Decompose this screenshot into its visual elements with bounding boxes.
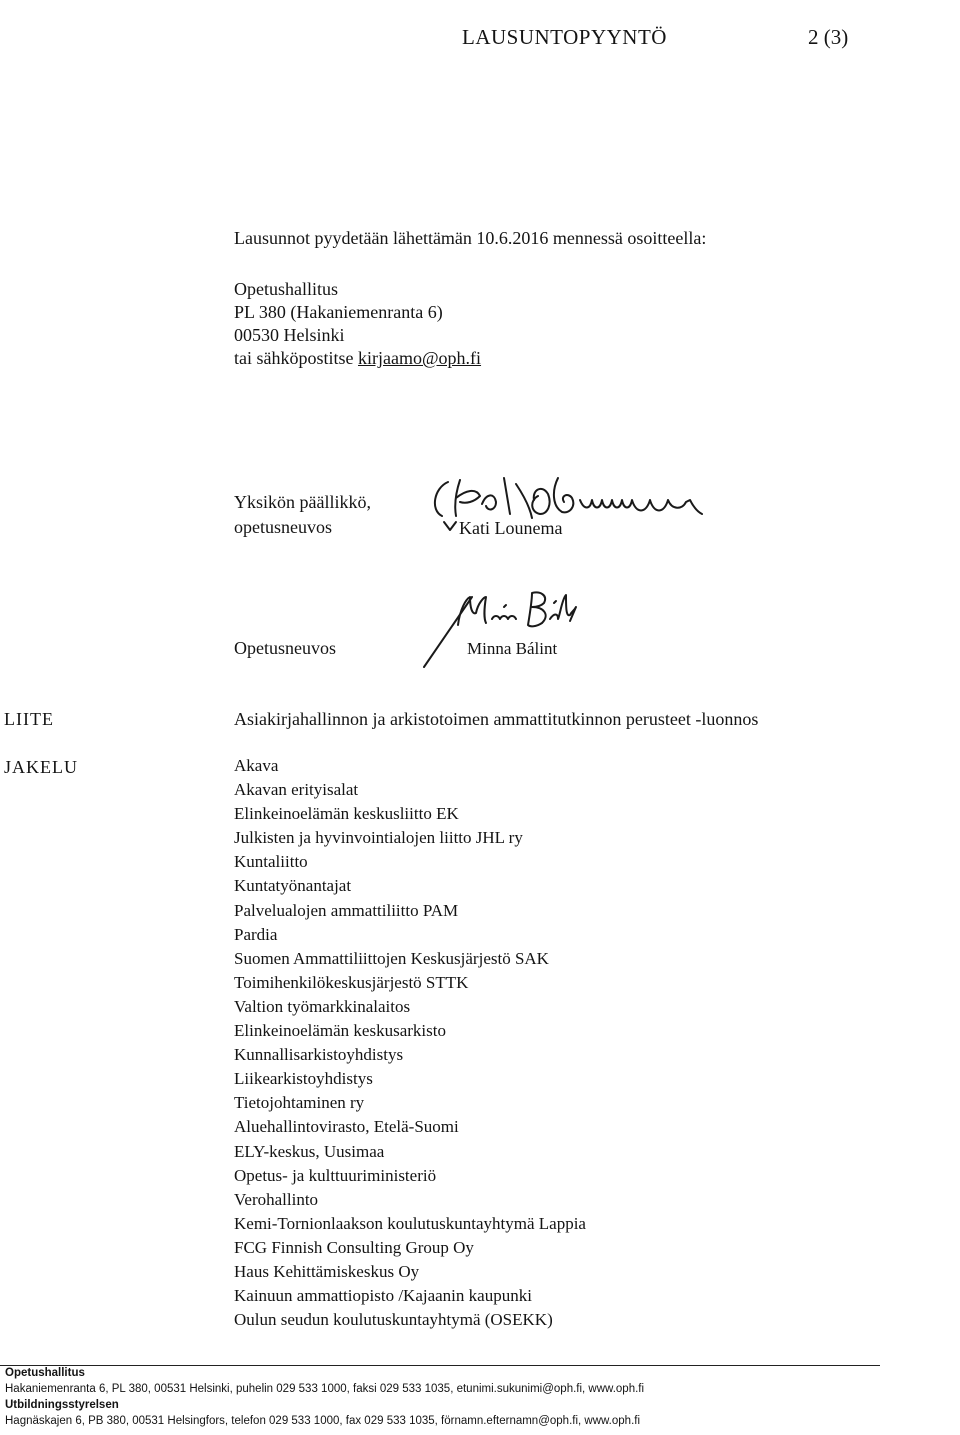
signer-1-name: Kati Lounema	[459, 518, 563, 538]
list-item: Aluehallintovirasto, Etelä-Suomi	[234, 1117, 459, 1137]
list-item: Kunnallisarkistoyhdistys	[234, 1045, 404, 1065]
request-sentence: Lausunnot pyydetään lähettämän 10.6.2016 mennessä osoitteella:	[234, 228, 707, 248]
list-item: Valtion työmarkkinalaitos	[234, 996, 411, 1016]
list-item: Kainuun ammattiopisto /Kajaanin kaupunki	[234, 1286, 532, 1306]
list-item: FCG Finnish Consulting Group Oy	[234, 1237, 474, 1257]
address-organization: Opetushallitus	[234, 279, 338, 299]
document-title: LAUSUNTOPYYNTÖ	[462, 25, 667, 49]
signer-1-title-line-1: Yksikön päällikkö,	[234, 492, 371, 512]
list-item: Akavan erityisalat	[234, 780, 359, 800]
footer-organization-sv: Utbildningsstyrelsen	[5, 1399, 119, 1411]
footer-address-sv: Hagnäskajen 6, PB 380, 00531 Helsingfors, telefon 029 533 1000, fax 029 533 1035, förnamn.efternamn@oph.fi, www.oph.fi	[5, 1415, 641, 1427]
list-item: ELY-keskus, Uusimaa	[234, 1141, 385, 1161]
list-item: Akava	[234, 756, 279, 775]
footer-address-fi: Hakaniemenranta 6, PL 380, 00531 Helsinki, puhelin 029 533 1000, faksi 029 533 1035, etunimi.sukunimi@oph.fi, www.oph.fi	[5, 1383, 645, 1395]
address-po-box: PL 380 (Hakaniemenranta 6)	[234, 302, 443, 322]
list-item: Opetus- ja kulttuuriministeriö	[234, 1165, 437, 1185]
list-item: Palvelualojen ammattiliitto PAM	[234, 900, 459, 920]
list-item: Kuntaliitto	[234, 852, 308, 872]
list-item: Suomen Ammattiliittojen Keskusjärjestö SAK	[234, 948, 549, 968]
list-item: Kemi-Tornionlaakson koulutuskuntayhtymä Lappia	[234, 1213, 586, 1233]
list-item: Elinkeinoelämän keskusliitto EK	[234, 804, 459, 824]
attachment-label: LIITE	[4, 709, 54, 729]
page-number: 2 (3)	[808, 25, 849, 49]
attachment-text: Asiakirjahallinnon ja arkistotoimen ammattitutkinnon perusteet -luonnos	[234, 709, 759, 729]
list-item: Liikearkistoyhdistys	[234, 1069, 373, 1089]
list-item: Kuntatyönantajat	[234, 876, 352, 896]
signer-2-title: Opetusneuvos	[234, 638, 336, 658]
signer-1-title-line-2: opetusneuvos	[234, 517, 332, 537]
list-item: Toimihenkilökeskusjärjestö STTK	[234, 972, 469, 992]
signer-2-name: Minna Bálint	[467, 639, 558, 658]
list-item: Pardia	[234, 924, 278, 944]
email-prefix: tai sähköpostitse	[234, 348, 358, 368]
address-city: 00530 Helsinki	[234, 325, 345, 345]
email-link[interactable]: kirjaamo@oph.fi	[358, 348, 482, 368]
list-item: Haus Kehittämiskeskus Oy	[234, 1261, 420, 1281]
distribution-list	[234, 754, 586, 1332]
list-item: Elinkeinoelämän keskusarkisto	[234, 1021, 446, 1041]
list-item: Tietojohtaminen ry	[234, 1093, 365, 1113]
address-email-line	[234, 346, 481, 370]
footer-divider	[0, 1365, 880, 1366]
list-item: Oulun seudun koulutuskuntayhtymä (OSEKK)	[234, 1310, 553, 1330]
footer-organization-fi: Opetushallitus	[5, 1367, 85, 1379]
list-item: Verohallinto	[234, 1189, 319, 1209]
list-item: Julkisten ja hyvinvointialojen liitto JHL ry	[234, 828, 523, 848]
signer-1-title	[234, 490, 371, 540]
distribution-label: JAKELU	[4, 757, 78, 777]
